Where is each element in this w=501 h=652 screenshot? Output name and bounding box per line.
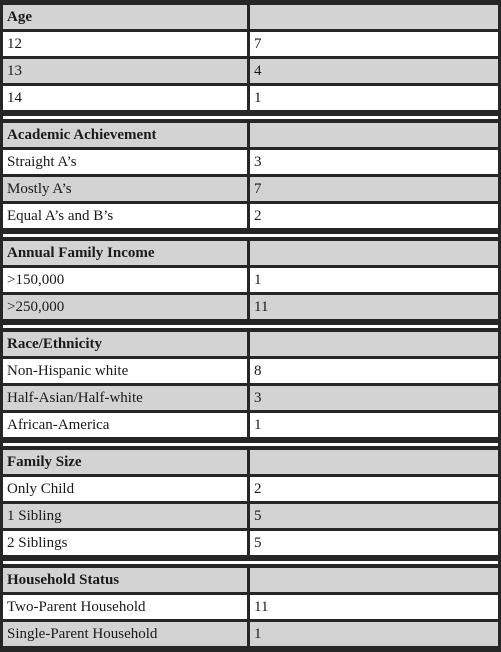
row-label: Mostly A’s: [3, 177, 247, 201]
row-label: 12: [3, 32, 247, 56]
section-divider: [3, 234, 498, 237]
row-label: Straight A’s: [3, 150, 247, 174]
section-title: Age: [3, 5, 247, 29]
row-label: Only Child: [3, 477, 247, 501]
row-label: 2 Siblings: [3, 531, 247, 555]
row-count: 11: [250, 595, 498, 619]
row-count: 1: [250, 622, 498, 646]
section-header-blank: [250, 5, 498, 29]
section-title: Race/Ethnicity: [3, 332, 247, 356]
row-label: >150,000: [3, 268, 247, 292]
section-header-blank: [250, 568, 498, 592]
row-label: 14: [3, 86, 247, 110]
row-count: 2: [250, 204, 498, 228]
section-title: Annual Family Income: [3, 241, 247, 265]
row-count: 7: [250, 177, 498, 201]
section-title: Academic Achievement: [3, 123, 247, 147]
section-divider: [3, 116, 498, 119]
row-count: 11: [250, 295, 498, 319]
row-label: Equal A’s and B’s: [3, 204, 247, 228]
section-title: Household Status: [3, 568, 247, 592]
row-label: African-America: [3, 413, 247, 437]
row-count: 3: [250, 150, 498, 174]
section-divider: [3, 561, 498, 564]
row-count: 7: [250, 32, 498, 56]
row-count: 4: [250, 59, 498, 83]
row-count: 5: [250, 531, 498, 555]
row-label: Two-Parent Household: [3, 595, 247, 619]
row-label: Half-Asian/Half-white: [3, 386, 247, 410]
row-label: >250,000: [3, 295, 247, 319]
row-count: 2: [250, 477, 498, 501]
section-header-blank: [250, 332, 498, 356]
section-divider: [3, 325, 498, 328]
section-header-blank: [250, 241, 498, 265]
row-count: 8: [250, 359, 498, 383]
row-count: 1: [250, 268, 498, 292]
row-count: 5: [250, 504, 498, 528]
row-label: 1 Sibling: [3, 504, 247, 528]
section-header-blank: [250, 123, 498, 147]
row-label: 13: [3, 59, 247, 83]
row-count: 1: [250, 413, 498, 437]
section-header-blank: [250, 450, 498, 474]
row-label: Single-Parent Household: [3, 622, 247, 646]
row-count: 1: [250, 86, 498, 110]
row-label: Non-Hispanic white: [3, 359, 247, 383]
row-count: 3: [250, 386, 498, 410]
section-divider: [3, 443, 498, 446]
section-title: Family Size: [3, 450, 247, 474]
